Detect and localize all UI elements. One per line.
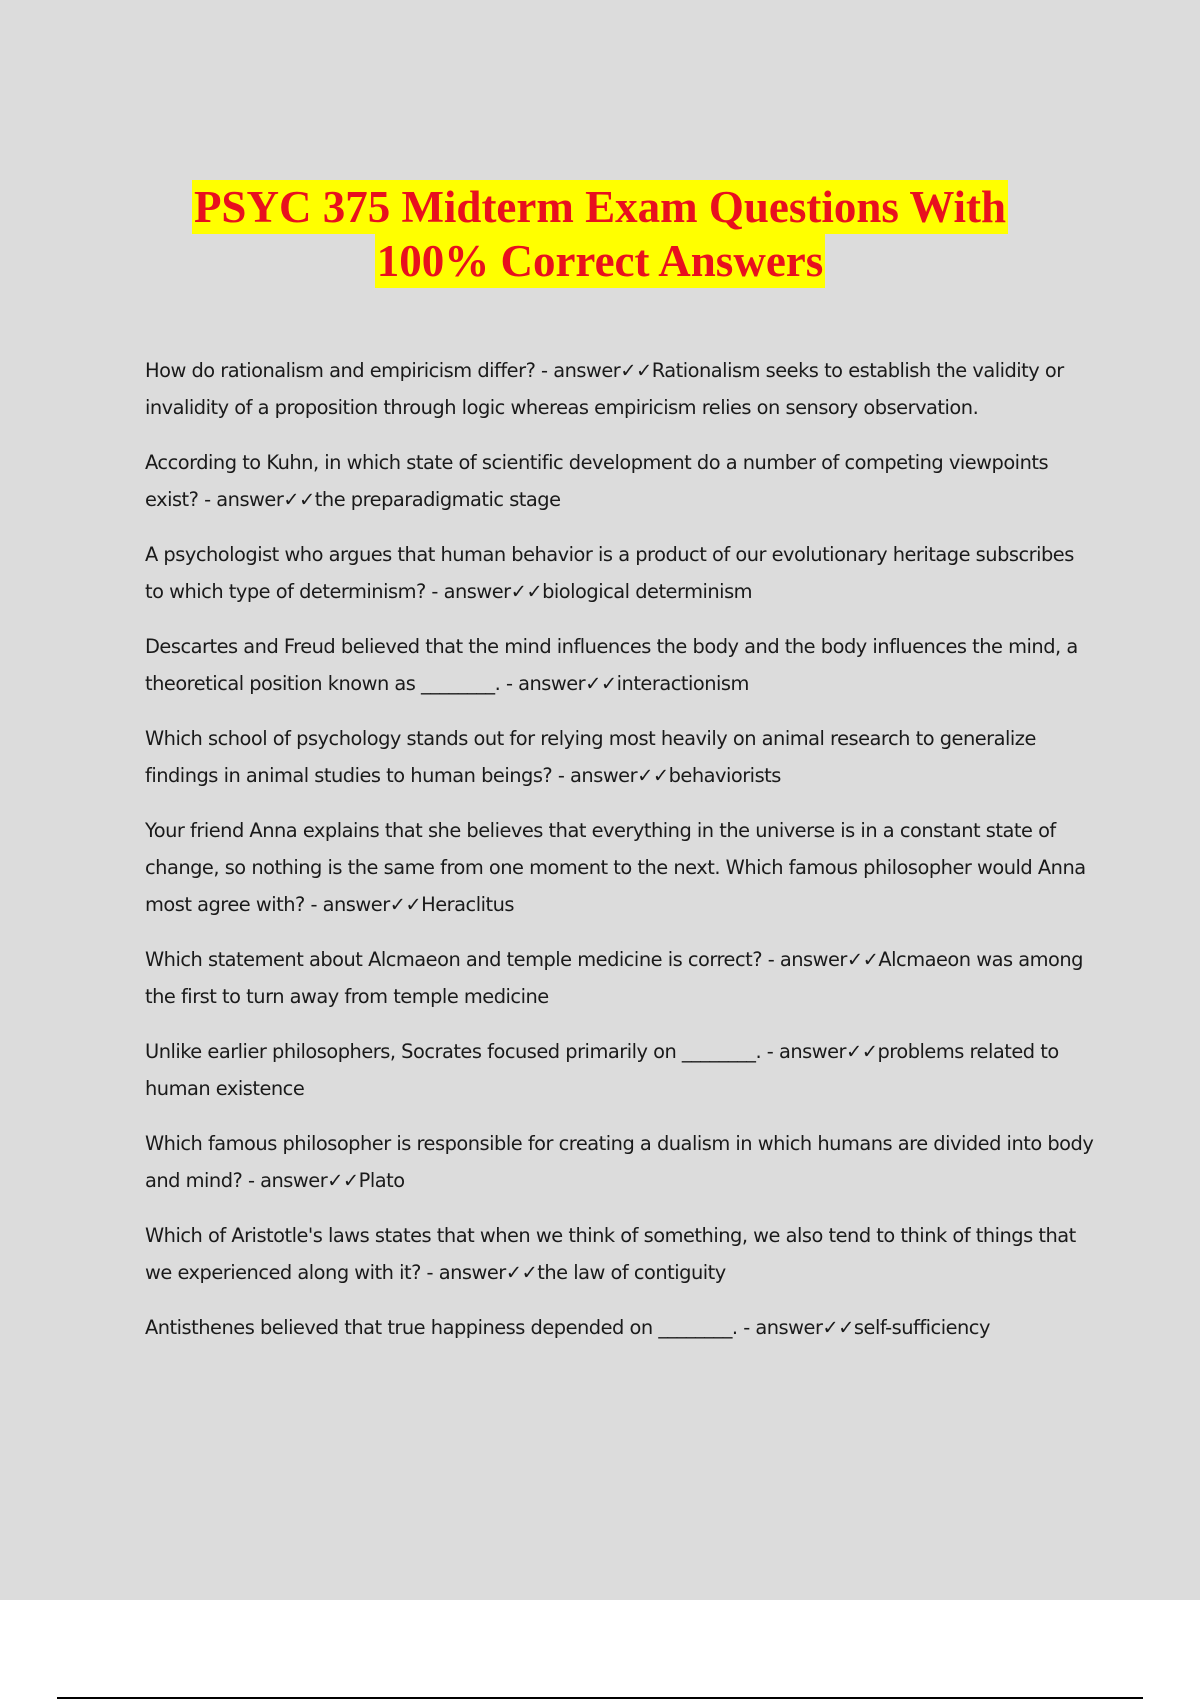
qa-item: A psychologist who argues that human behavior is a product of our evolutionary heritage subscribes to which type of determinism? - answer✓✓biological determinism — [145, 543, 1074, 603]
qa-item: Which school of psychology stands out for relying most heavily on animal research to generalize findings in animal studies to human beings? - answer✓✓behaviorists — [145, 727, 1036, 787]
qa-item: According to Kuhn, in which state of scientific development do a number of competing viewpoints exist? - answer✓✓the preparadigmatic stage — [145, 451, 1049, 511]
qa-item: Antisthenes believed that true happiness depended on ________. - answer✓✓self-sufficiency — [145, 1316, 990, 1339]
title-line-1: PSYC 375 Midterm Exam Questions With — [193, 182, 1007, 232]
title-line-2: 100% Correct Answers — [376, 236, 824, 286]
qa-item: Which famous philosopher is responsible for creating a dualism in which humans are divided into body and mind? - answer✓✓Plato — [145, 1132, 1094, 1192]
qa-item: Descartes and Freud believed that the mind influences the body and the body influences the mind, a theoretical position known as ________. - answer✓✓interactionism — [145, 635, 1078, 695]
qa-item: Which statement about Alcmaeon and temple medicine is correct? - answer✓✓Alcmaeon was among the first to turn away from temple medicine — [145, 948, 1083, 1008]
qa-item: Your friend Anna explains that she believes that everything in the universe is in a constant state of change, so nothing is the same from one moment to the next. Which famous philosopher would Anna most agree with? - answer✓✓Heraclitus — [145, 819, 1086, 916]
qa-item: How do rationalism and empiricism differ? - answer✓✓Rationalism seeks to establish the validity or invalidity of a proposition through logic whereas empiricism relies on sensory observation. — [145, 359, 1064, 419]
footer-divider — [57, 1697, 1143, 1699]
qa-item: Unlike earlier philosophers, Socrates focused primarily on ________. - answer✓✓problems related to human existence — [145, 1040, 1059, 1100]
document-title — [0, 180, 1200, 288]
question-answer-list — [145, 352, 1095, 1364]
qa-item: Which of Aristotle's laws states that when we think of something, we also tend to think of things that we experienced along with it? - answer✓✓the law of contiguity — [145, 1224, 1076, 1284]
